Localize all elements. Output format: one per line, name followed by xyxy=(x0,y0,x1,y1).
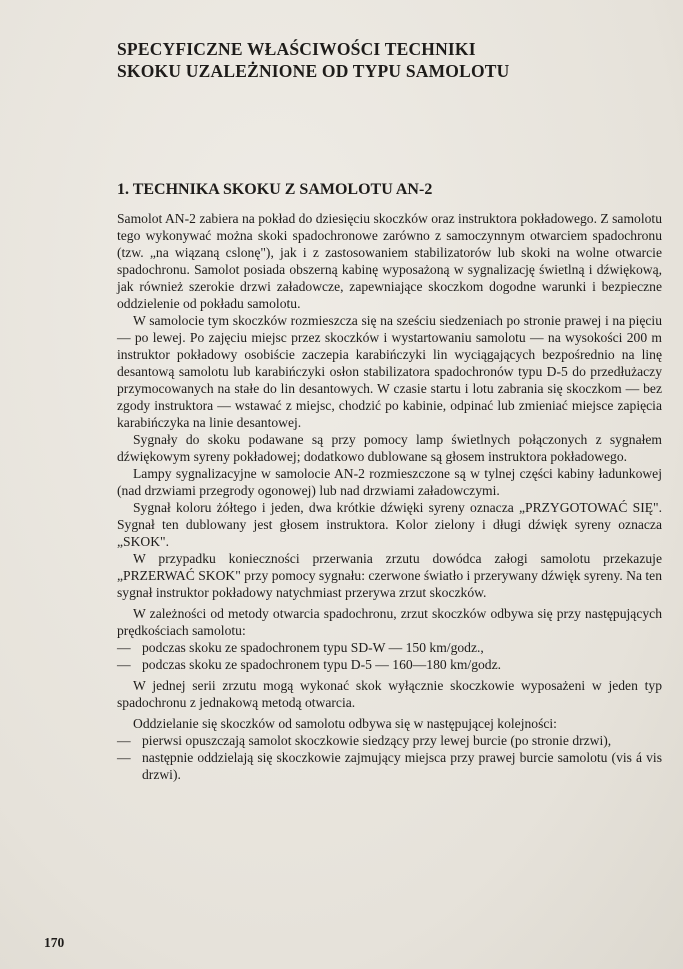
chapter-title-line-2: SKOKU UZALEŻNIONE OD TYPU SAMOLOTU xyxy=(117,61,510,81)
list-item xyxy=(117,656,662,673)
list-item-text: podczas skoku ze spadochronem typu SD-W — 150 km/godz., xyxy=(142,640,484,655)
list-item-text: pierwsi opuszczają samolot skoczkowie siedzący przy lewej burcie (po stronie drzwi), xyxy=(142,733,612,748)
chapter-title-line-1: SPECYFICZNE WŁAŚCIWOŚCI TECHNIKI xyxy=(117,39,476,59)
list-dash: — xyxy=(117,640,131,655)
paragraph: Sygnał koloru żółtego i jeden, dwa krótkie dźwięki syreny oznacza „PRZYGOTOWAĆ SIĘ". Sygnał ten dublowany jest głosem instruktora. Kolor zielony i długi dźwięk syreny oznacza „SKOK". xyxy=(117,500,662,549)
page-number: 170 xyxy=(44,935,65,950)
chapter-title xyxy=(117,38,637,82)
paragraph: Samolot AN-2 zabiera na pokład do dziesięciu skoczków oraz instruktora pokładowego. Z samolotu tego wykonywać można skoki spadochronowe zarówno z samoczynnym otwarciem spadochronu (tzw. „na wiązaną cslonę"), jak i z zastosowaniem stabilizatorów lub skoki na wolne otwarcie spadochronu. Samolot posiada obszerną kabinę wyposażoną w sygnalizację świetlną i dźwiękową, jak również szerokie drzwi załadowcze, zapewniające skoczkom dogodne warunki i bezpieczne oddzielenie od pokładu samolotu. xyxy=(117,211,662,311)
paragraph: W jednej serii zrzutu mogą wykonać skok wyłącznie skoczkowie wyposażeni w jeden typ spadochronu z jednakową metodą otwarcia. xyxy=(117,678,662,710)
list-dash: — xyxy=(117,657,131,672)
body-text xyxy=(117,210,662,783)
list-item-text: podczas skoku ze spadochronem typu D-5 — 160—180 km/godz. xyxy=(142,657,502,672)
paragraph: Lampy sygnalizacyjne w samolocie AN-2 rozmieszczone są w tylnej części kabiny ładunkowej (nad drzwiami przegrody ogonowej) lub nad drzwiami załadowczymi. xyxy=(117,466,662,498)
paragraph: Oddzielanie się skoczków od samolotu odbywa się w następującej kolejności: xyxy=(133,716,557,731)
list-item xyxy=(117,639,662,656)
paragraph: Sygnały do skoku podawane są przy pomocy lamp świetlnych połączonych z sygnałem dźwiękowym syreny pokładowej; dodatkowo dublowane są głosem instruktora pokładowego. xyxy=(117,432,662,464)
paragraph: W samolocie tym skoczków rozmieszcza się na sześciu siedzeniach po stronie prawej i na pięciu — po lewej. Po zajęciu miejsc przez skoczków i wystartowaniu samolotu — na wysokości 200 m instruktor pokładowy osobiście zaczepia karabińczyki lin wyciągających bezpośrednio na linę desantową samolotu lub karabińczyki osłon stabilizatora spadochronów typu D-5 do przedłużaczy przymocowanych na stałe do lin desantowych. W czasie startu i lotu zabrania się skoczkom — bez zgody instruktora — wstawać z miejsc, chodzić po kabinie, odpinać lub zmieniać miejsce zapięcia karabińczyka na linie desantowej. xyxy=(117,313,662,430)
section-title: 1. TECHNIKA SKOKU Z SAMOLOTU AN-2 xyxy=(117,181,433,198)
list-dash: — xyxy=(117,733,131,748)
list-item xyxy=(117,732,662,749)
list-item-text: następnie oddzielają się skoczkowie zajmujący miejsca przy prawej burcie samolotu (vis á vis drzwi). xyxy=(142,750,662,782)
list-item xyxy=(117,749,662,783)
paragraph: W zależności od metody otwarcia spadochronu, zrzut skoczków odbywa się przy następujących prędkościach samolotu: xyxy=(117,606,662,638)
list-dash: — xyxy=(117,750,131,765)
paragraph: W przypadku konieczności przerwania zrzutu dowódca załogi samolotu przekazuje „PRZERWAĆ SKOK" przy pomocy sygnału: czerwone światło i przerywany dźwięk syreny. Na ten sygnał instruktor pokładowy natychmiast przerywa zrzut skoczków. xyxy=(117,551,662,600)
